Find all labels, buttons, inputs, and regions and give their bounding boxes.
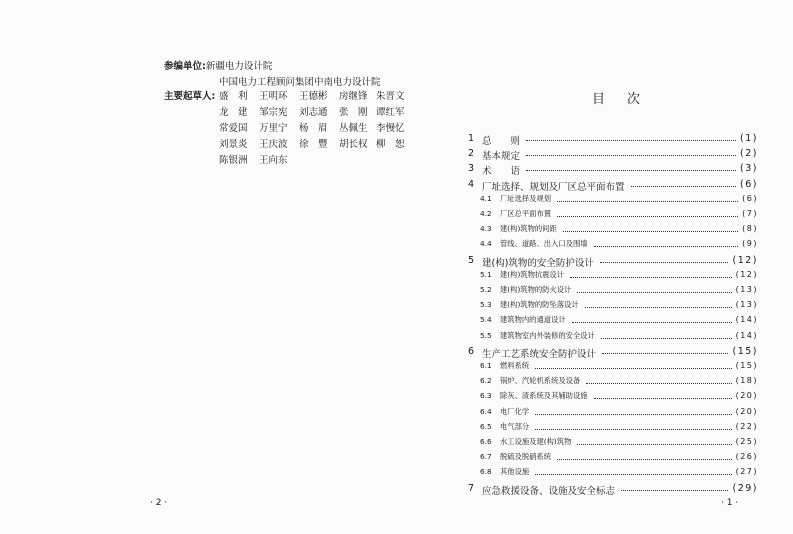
toc-entry [468,255,758,267]
toc-entry [468,194,758,206]
toc-entry [468,239,758,251]
toc-entry-number: 5.3 [480,300,492,310]
toc-dot-leader [526,170,736,171]
toc-entry-title: 电厂化学 [500,406,530,416]
toc-entry-page: (20) [735,391,758,401]
drafter-name: 徐 豐 [299,139,328,150]
toc-entry-page: (14) [735,330,758,340]
toc-entry-number: 5 [468,254,475,266]
toc-entry-page: (8) [742,224,758,234]
toc-entry-title: 燃料系统 [500,361,530,370]
toc-entry-page: (12) [732,254,758,266]
toc-entry-title: 建(构)筑物的防坠落设计 [500,300,579,310]
toc-entry-number: 5.2 [480,285,492,294]
toc-entry-number: 6.1 [480,361,492,370]
toc-entry-title: 建(构)筑物的防火设计 [500,285,572,294]
toc-entry-title: 术 语 [482,166,521,178]
toc-entry-number: 6.5 [480,421,492,431]
toc-entry-number: 6.3 [480,391,492,401]
drafter-name: 龙 建 [219,107,248,118]
toc-entry-page: (25) [735,437,758,446]
toc-entry-title: 厂址选择、规划及厂区总平面布置 [482,181,625,193]
toc-entry-page: (12) [735,269,758,279]
toc-entry [468,209,758,221]
toc-entry [468,467,758,479]
toc-entry-title: 厂区总平面布置 [500,209,552,218]
participating-units-row [164,58,272,72]
toc-entry-title: 除灰、渣系统及其辅助设施 [500,391,588,401]
drafter-name: 陈银洲 [219,155,248,166]
drafter-name: 朱晋文 [376,91,405,102]
toc-entry-page: (14) [735,315,758,325]
toc-dot-leader [594,398,732,399]
toc-entry-number: 3 [468,163,475,175]
toc-dot-leader [600,262,728,263]
page-number: · 2 · [150,498,168,508]
toc-entry-page: (26) [735,452,758,462]
page-number: · 1 · [721,498,739,508]
toc-dot-leader [526,155,736,156]
toc-dot-leader [577,444,732,445]
toc-entry [468,452,758,464]
participating-units-label: 参编单位: [164,61,206,72]
toc-entry-number: 6.8 [480,467,492,477]
drafter-name: 王庆波 [259,139,288,150]
toc-entry-page: (3) [740,163,758,175]
toc-entry [468,163,758,178]
toc-entry [468,391,758,403]
main-drafters-label-row [164,88,215,102]
toc-entry-page: (15) [735,361,758,370]
toc-dot-leader [577,292,732,293]
toc-entry-page: (22) [735,421,758,431]
toc-entry-number: 4.2 [480,209,492,218]
main-drafters-label: 主要起草人: [164,91,216,102]
toc-title: 目次 [592,92,663,107]
toc-entry-number: 5.1 [480,269,492,279]
toc-dot-leader [535,474,732,475]
toc-entry-page: (20) [735,406,758,416]
toc-entry [468,300,758,312]
toc-dot-leader [631,186,736,187]
drafter-name: 盛 利 [219,91,248,102]
toc-entry-page: (6) [740,178,758,190]
toc-entry-page: (13) [735,285,758,294]
toc-entry-number: 4.1 [480,193,492,203]
toc-entry-number: 2 [468,148,475,160]
toc-entry-page: (15) [732,345,758,357]
toc-entry-title: 厂址选择及规划 [500,193,552,203]
drafter-name: 邹宗宪 [259,107,288,118]
right-page [396,0,793,534]
drafter-name: 王明环 [259,91,288,102]
toc-dot-leader [586,383,732,384]
toc-entry-number: 6.4 [480,406,492,416]
toc-entry [468,376,758,388]
toc-entry-number: 6.6 [480,437,492,446]
toc-entry-page: (18) [735,376,758,386]
toc-entry-number: 6.7 [480,452,492,462]
toc-dot-leader [535,414,732,415]
toc-entry [468,179,758,191]
toc-entry-title: 电气部分 [500,421,530,431]
toc-entry-page: (1) [740,133,758,144]
toc-entry-title: 水工设施及建(构)筑物 [500,437,572,446]
toc-entry [468,422,758,434]
toc-entry-page: (9) [742,239,758,249]
toc-dot-leader [557,459,732,460]
toc-entry-number: 6.2 [480,376,492,386]
drafter-name: 房继锋 [339,91,368,102]
drafter-name: 刘景炎 [219,139,248,150]
toc-entry [468,224,758,236]
toc-entry-title: 锅炉、汽轮机系统及设备 [500,376,581,386]
toc-entry-title: 其他设施 [500,467,530,477]
toc-entry-number: 1 [468,133,475,144]
drafter-name: 张 刚 [339,107,368,118]
toc-dot-leader [535,429,732,430]
toc-entry-page: (6) [742,193,758,203]
toc-entry [468,133,758,145]
toc-entry [468,148,758,163]
toc-dot-leader [570,277,732,278]
toc-entry [468,407,758,419]
toc-entry-number: 4.3 [480,224,492,234]
toc-dot-leader [526,140,736,141]
drafter-name: 万里宁 [259,123,288,134]
toc-entry-title: 管线、道路、出入口及围墙 [500,239,588,249]
drafter-name: 谭红军 [376,107,405,118]
toc-entry-number: 5.5 [480,330,492,340]
toc-dot-leader [557,201,738,202]
participating-unit: 新疆电力设计院 [205,61,273,72]
toc-entry [468,285,758,297]
toc-entry [468,361,758,373]
toc-entry-page: (13) [735,300,758,310]
toc-entry-title: 建(构)筑物的间距 [500,224,557,234]
toc-entry [468,483,758,495]
toc-entry-title: 建筑物室内外装修的安全设计 [500,330,595,340]
toc-dot-leader [563,231,738,232]
toc-dot-leader [557,216,738,217]
toc-entry-title: 基本规定 [482,151,521,163]
toc-entry-title: 建(构)筑物的安全防护设计 [482,257,594,269]
drafter-name: 常爱国 [219,123,248,134]
toc-entry-title: 建筑物内的通道设计 [500,315,566,325]
drafter-name: 胡长权 [339,139,368,150]
drafter-name: 王德彬 [299,91,328,102]
toc-entry-page: (27) [735,467,758,477]
toc-entry-page: (7) [742,209,758,218]
toc-entry-number: 6 [468,345,475,357]
toc-entry-number: 7 [468,482,475,494]
drafter-name: 王向东 [259,155,288,166]
drafter-name: 丛佩生 [339,123,368,134]
toc-entry-number: 4 [468,178,475,190]
toc-dot-leader [602,353,728,354]
participating-unit: 中国电力工程顾问集团中南电力设计院 [219,77,381,88]
toc-entry [468,315,758,327]
toc-dot-leader [601,338,732,339]
drafter-name: 刘志通 [299,107,328,118]
drafter-name: 李慢忆 [376,123,405,134]
toc-dot-leader [621,490,728,491]
toc-entry [468,270,758,282]
toc-entry [468,331,758,343]
drafter-name: 柳 恕 [376,139,405,150]
toc-entry-title: 总 则 [482,136,521,147]
toc-entry-page: (2) [740,148,758,160]
toc-entry-title: 脱硫及脱硝系统 [500,452,552,462]
toc-entry [468,437,758,449]
drafter-name: 杨 眉 [299,123,328,134]
toc-entry-number: 4.4 [480,239,492,249]
toc-dot-leader [535,368,732,369]
toc-entry-title: 生产工艺系统安全防护设计 [482,348,597,360]
toc-dot-leader [594,246,738,247]
toc-dot-leader [572,322,732,323]
toc-entry-page: (29) [732,482,758,494]
toc-entry-number: 5.4 [480,315,492,325]
toc-entry-title: 建(构)筑物抗震设计 [500,269,565,279]
toc-entry [468,346,758,358]
toc-entry-title: 应急救援设备、设施及安全标志 [482,485,616,497]
toc-dot-leader [585,307,732,308]
